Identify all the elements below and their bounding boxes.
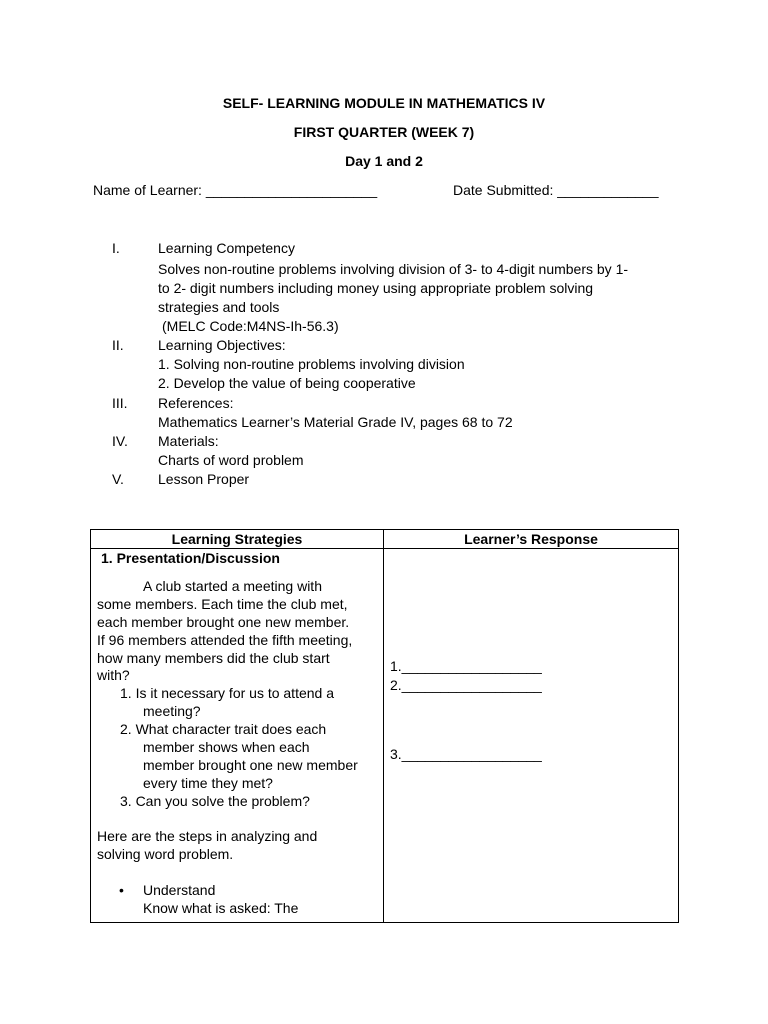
- question-item: 1. Is it necessary for us to attend a: [120, 685, 334, 701]
- know-what-is-asked: Know what is asked: The: [143, 900, 299, 916]
- problem-text-line: some members. Each time the club met,: [97, 596, 348, 612]
- outline-number-i: I.: [112, 240, 120, 256]
- outline-number-ii: II.: [112, 337, 124, 353]
- question-item: meeting?: [143, 703, 201, 719]
- module-title: SELF- LEARNING MODULE IN MATHEMATICS IV: [222, 95, 546, 111]
- problem-text-line: If 96 members attended the fifth meeting,: [97, 632, 353, 648]
- outline-number-iii: III.: [112, 395, 128, 411]
- question-item: member shows when each: [143, 739, 310, 755]
- learning-strategies-header: Learning Strategies: [91, 530, 384, 549]
- question-item: 2. What character trait does each: [120, 721, 327, 737]
- steps-intro-line: solving word problem.: [97, 846, 234, 862]
- presentation-discussion-heading: 1. Presentation/Discussion: [101, 550, 280, 566]
- problem-text-line: each member brought one new member.: [97, 614, 350, 630]
- learners-response-header: Learner’s Response: [384, 530, 679, 549]
- bullet-icon: •: [119, 882, 124, 898]
- problem-text-line: how many members did the club start: [97, 650, 330, 666]
- learning-strategies-cell: [91, 549, 384, 923]
- table-row: [91, 549, 679, 923]
- lesson-proper-heading: Lesson Proper: [158, 471, 250, 487]
- response-blank-3[interactable]: 3.__________________: [390, 746, 542, 762]
- competency-text-line: to 2- digit numbers including money using appropriate problem solving: [158, 280, 594, 296]
- question-item: 3. Can you solve the problem?: [120, 793, 310, 809]
- day-title: Day 1 and 2: [345, 153, 423, 169]
- melc-code: (MELC Code:M4NS-Ih-56.3): [162, 318, 339, 334]
- problem-text-line: A club started a meeting with: [143, 578, 322, 594]
- problem-text-line: with?: [97, 667, 130, 683]
- objective-item: 1. Solving non-routine problems involving division: [158, 356, 465, 372]
- materials-heading: Materials:: [158, 433, 219, 449]
- date-submitted-field[interactable]: Date Submitted: _____________: [453, 182, 659, 198]
- learning-objectives-heading: Learning Objectives:: [158, 337, 286, 353]
- materials-text: Charts of word problem: [158, 452, 304, 468]
- question-item: every time they met?: [143, 775, 273, 791]
- competency-text-line: Solves non-routine problems involving division of 3- to 4-digit numbers by 1-: [158, 261, 629, 277]
- learners-response-cell: [384, 549, 679, 923]
- table-header-row: [91, 530, 679, 549]
- references-heading: References:: [158, 395, 234, 411]
- learning-competency-heading: Learning Competency: [158, 240, 295, 256]
- objective-item: 2. Develop the value of being cooperative: [158, 375, 416, 391]
- quarter-title: FIRST QUARTER (WEEK 7): [293, 124, 475, 140]
- understand-step: Understand: [143, 882, 216, 898]
- competency-text-line: strategies and tools: [158, 299, 280, 315]
- outline-number-v: V.: [112, 471, 124, 487]
- name-of-learner-field[interactable]: Name of Learner: ______________________: [93, 182, 378, 198]
- reference-text: Mathematics Learner’s Material Grade IV, pages 68 to 72: [158, 414, 513, 430]
- response-blank-1[interactable]: 1.__________________: [390, 658, 542, 674]
- response-blank-2[interactable]: 2.__________________: [390, 677, 542, 693]
- steps-intro-line: Here are the steps in analyzing and: [97, 828, 318, 844]
- question-item: member brought one new member: [143, 757, 358, 773]
- outline-number-iv: IV.: [112, 433, 128, 449]
- lesson-table: [90, 529, 679, 923]
